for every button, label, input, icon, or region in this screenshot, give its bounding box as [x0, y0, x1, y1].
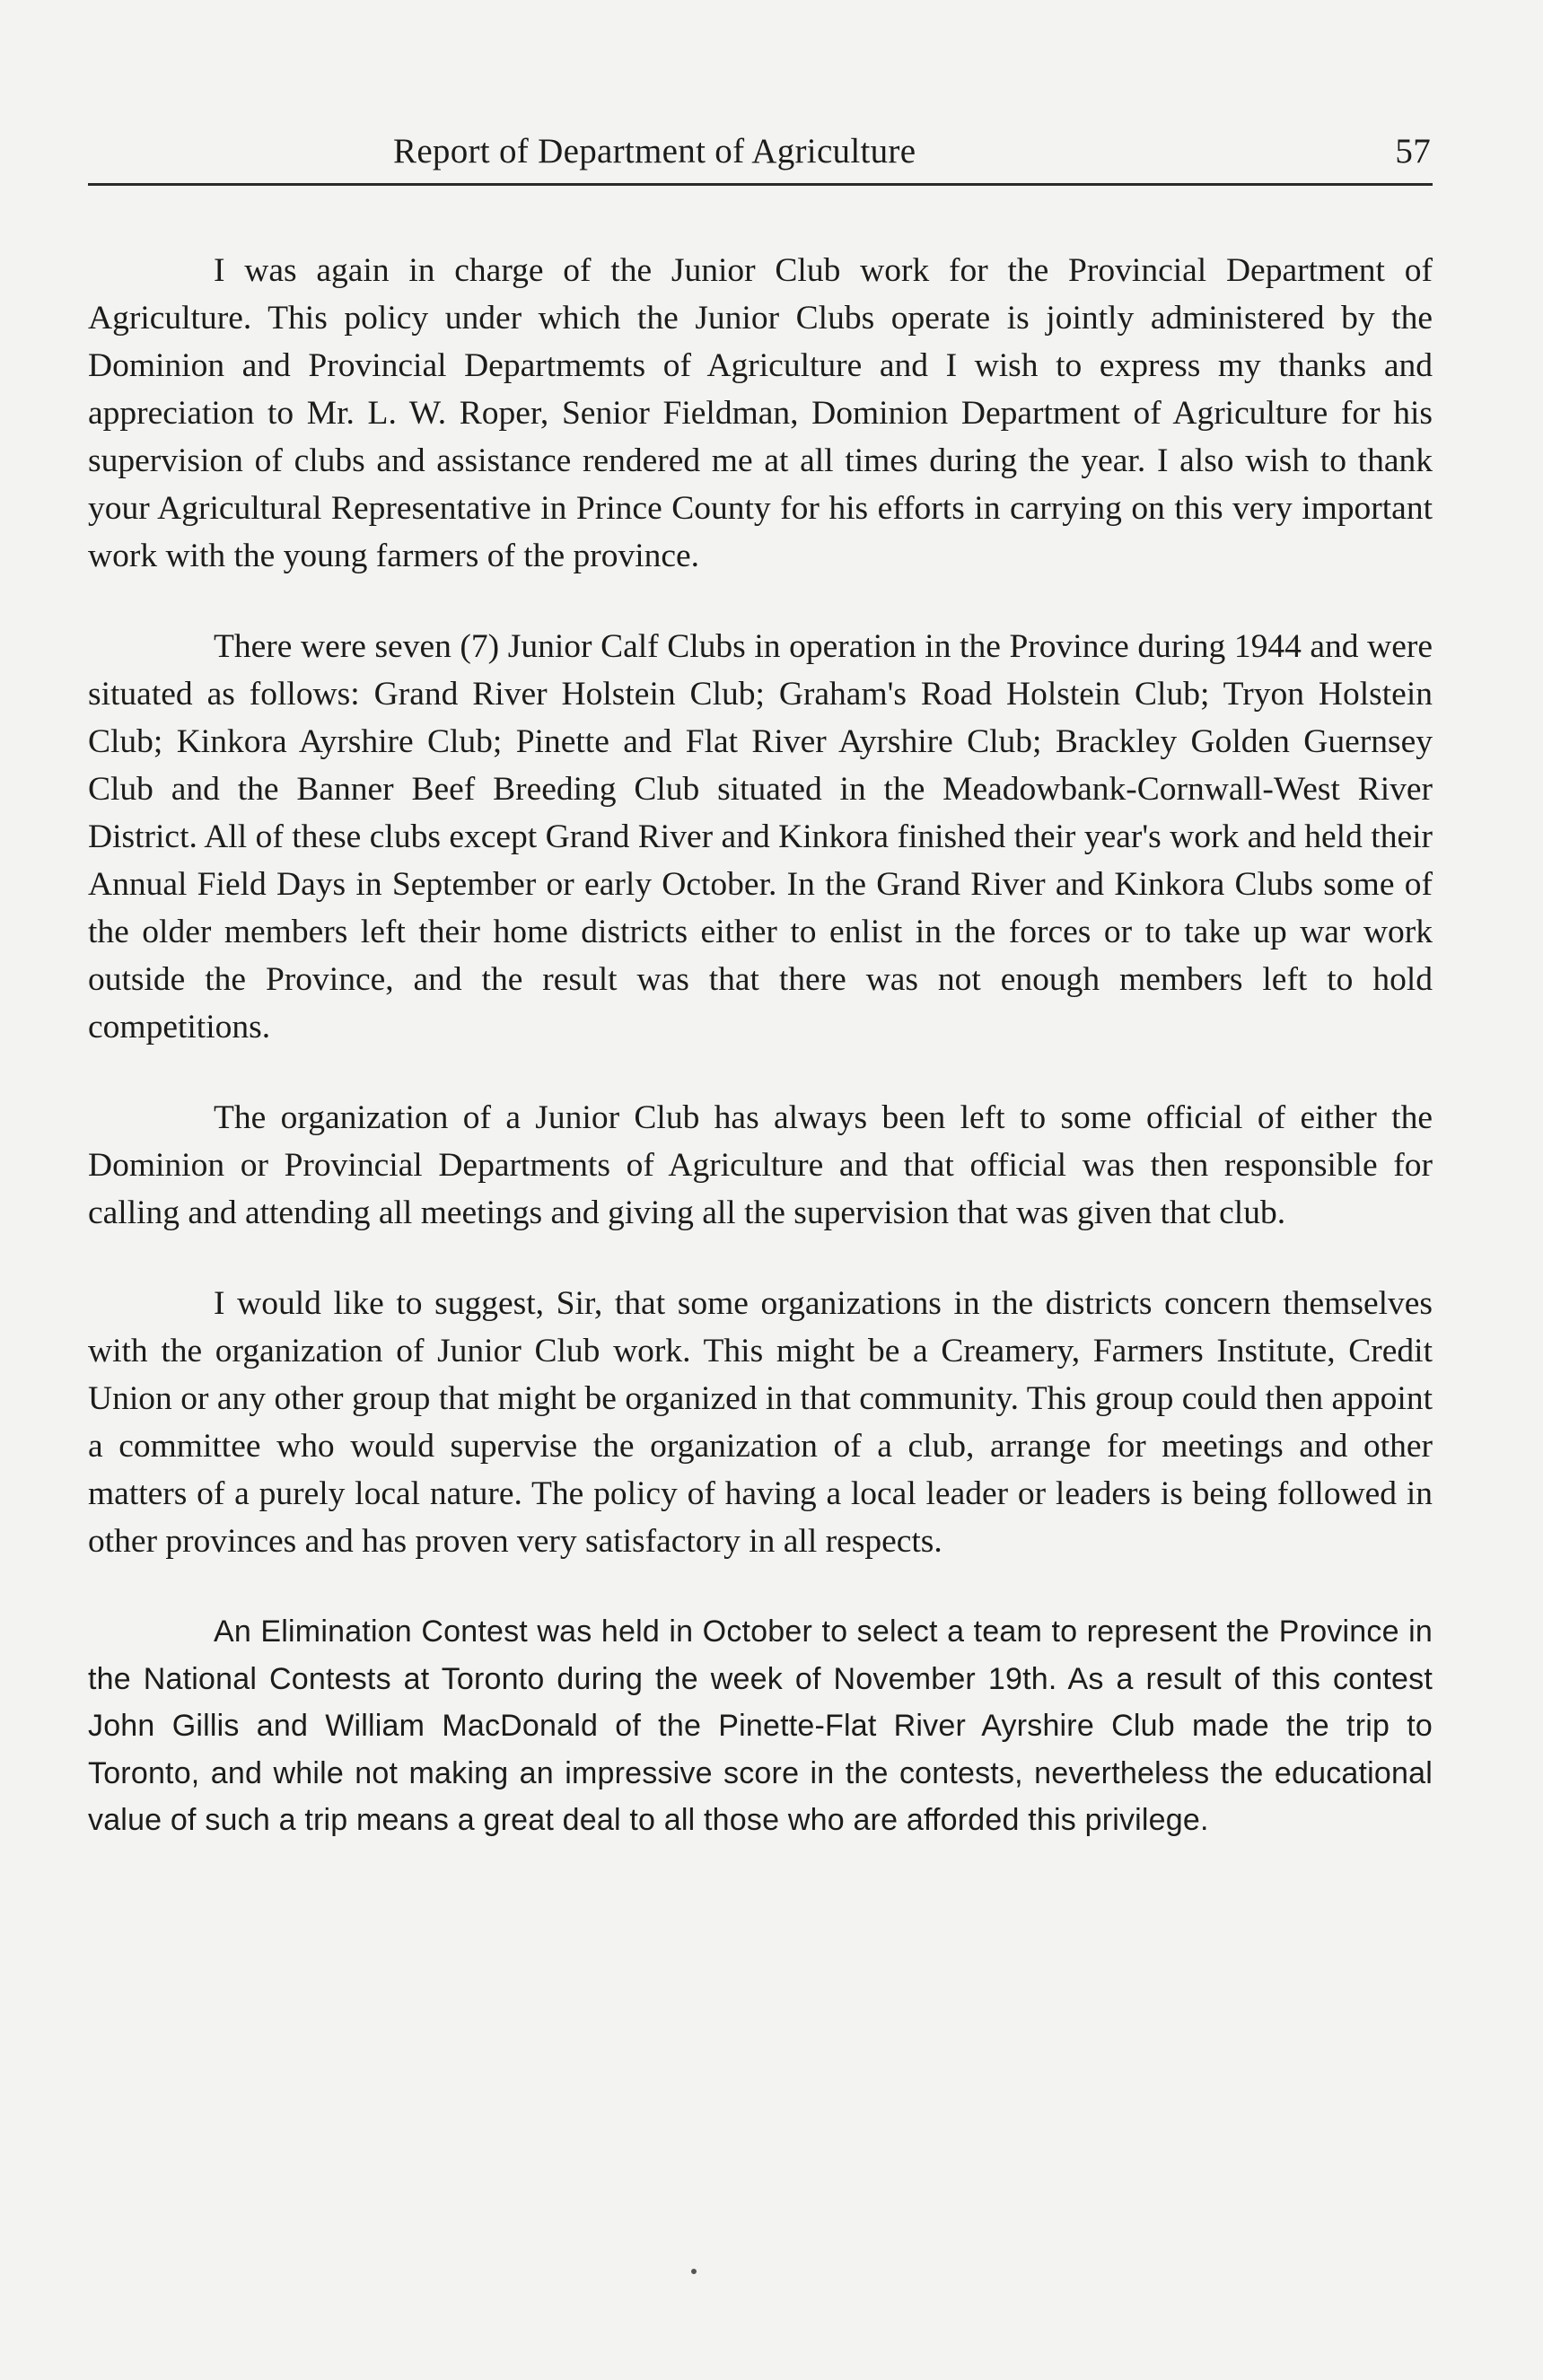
paragraph-calf-clubs: There were seven (7) Junior Calf Clubs in operation in the Province during 1944 and were situated as follows: Grand River Holstein Club; Graham's Road Holstein Club; Tryon Holstein Club; Kinkora Ayrshire Club; Pinette and Flat River Ayrshire Club; Brackley Golden Guernsey Club and the Banner Beef Breeding Club situated in the Meadowbank-Cornwall-West River District. All of these clubs except Grand River and Kinkora finished their year's work and held their Annual Field Days in September or early October. In the Grand River and Kinkora Clubs some of the older members left their home districts either to enlist in the forces or to take up war work outside the Province, and the result was that there was not enough members left to hold competitions.: [88, 628, 1433, 1046]
paragraph-suggestion: I would like to suggest, Sir, that some organizations in the districts concern themselves with the organization of Junior Club work. This might be a Creamery, Farmers Institute, Credit Union or any other group that might be organized in that community. This group could then appoint a committee who would supervise the organization of a club, arrange for meetings and other matters of a purely local nature. The policy of having a local leader or leaders is being followed in other provinces and has proven very satisfactory in all respects.: [88, 1285, 1433, 1560]
ink-speck: [691, 2269, 697, 2274]
running-title: Report of Department of Agriculture: [393, 132, 916, 171]
paragraph-elimination-contest: An Elimination Contest was held in October to select a team to represent the Province in the National Contests at Toronto during the week of November 19th. As a result of this contest John Gillis and William MacDonald of the Pinette-Flat River Ayrshire Club made the trip to Toronto, and while not making an impressive score in the contests, nevertheless the educational value of such a trip means a great deal to all those who are afforded this privilege.: [88, 1614, 1433, 1837]
paragraph-club-organization: The organization of a Junior Club has always been left to some official of either the Dominion or Provincial Departments of Agriculture and that official was then responsible for calling and attending all meetings and giving all the supervision that was given that club.: [88, 1099, 1433, 1231]
paragraph-junior-club-work: I was again in charge of the Junior Club work for the Provincial Department of Agriculture. This policy under which the Junior Clubs operate is jointly administered by the Dominion and Provincial Departmemts of Agriculture and I wish to express my thanks and appreciation to Mr. L. W. Roper, Senior Fieldman, Dominion Department of Agriculture for his supervision of clubs and assistance rendered me at all times during the year. I also wish to thank your Agricultural Representative in Prince County for his efforts in carrying on this very important work with the young farmers of the province.: [88, 252, 1433, 574]
body-text: [88, 247, 1433, 1887]
page-number: 57: [1395, 132, 1431, 171]
running-header: [88, 127, 1433, 186]
